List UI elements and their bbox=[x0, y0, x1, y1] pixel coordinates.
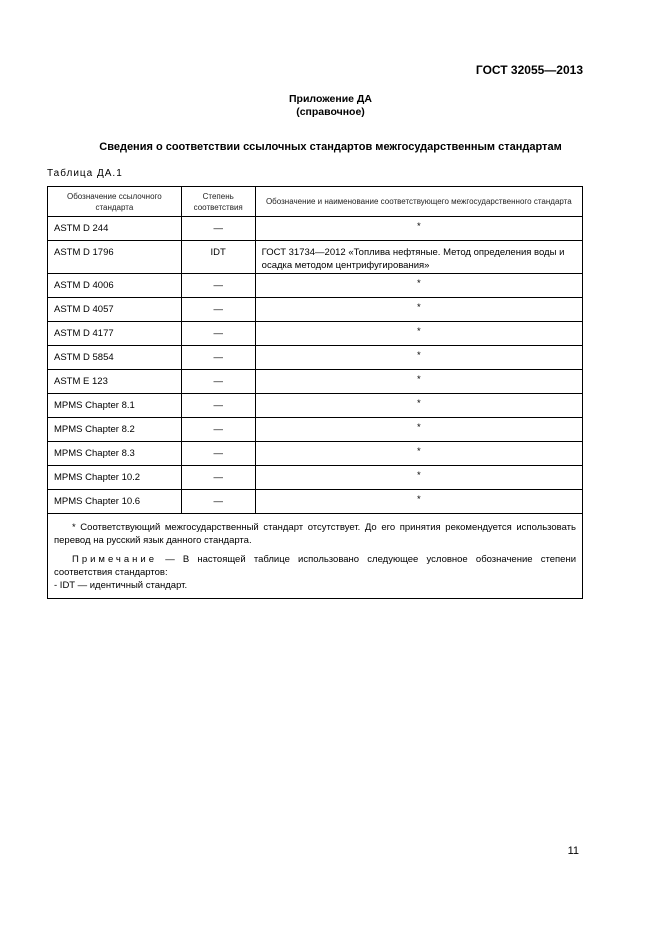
conformity-degree: — bbox=[181, 346, 255, 370]
appendix-subtitle: (справочное) bbox=[296, 106, 365, 118]
column-header-reference: Обозначение ссылочного стандарта bbox=[48, 187, 182, 217]
interstate-standard: * bbox=[255, 217, 582, 241]
table-row bbox=[48, 346, 583, 370]
note-label: Примечание bbox=[72, 554, 157, 565]
reference-standard-code: MPMS Chapter 8.2 bbox=[48, 418, 182, 442]
table-row bbox=[48, 217, 583, 241]
notes-row bbox=[48, 514, 583, 599]
appendix-title: Приложение ДА bbox=[289, 93, 372, 105]
appendix-heading bbox=[0, 93, 661, 119]
reference-standard-code: ASTM D 4177 bbox=[48, 322, 182, 346]
interstate-standard: * bbox=[255, 346, 582, 370]
column-header-degree: Степень соответствия bbox=[181, 187, 255, 217]
conformity-degree: — bbox=[181, 418, 255, 442]
section-heading: Сведения о соответствии ссылочных стандартов межгосударственным стандартам bbox=[99, 141, 562, 153]
table-caption: Таблица ДА.1 bbox=[47, 168, 123, 179]
table-row bbox=[48, 322, 583, 346]
reference-standard-code: MPMS Chapter 8.3 bbox=[48, 442, 182, 466]
interstate-standard: * bbox=[255, 370, 582, 394]
table-row bbox=[48, 442, 583, 466]
conformity-degree: — bbox=[181, 442, 255, 466]
standard-number: ГОСТ 32055—2013 bbox=[475, 63, 583, 77]
conformity-degree: — bbox=[181, 217, 255, 241]
note-item: - IDT — идентичный стандарт. bbox=[54, 580, 188, 591]
reference-standard-code: MPMS Chapter 10.6 bbox=[48, 490, 182, 514]
table-note bbox=[54, 553, 576, 579]
conformity-degree: — bbox=[181, 490, 255, 514]
interstate-standard: * bbox=[255, 394, 582, 418]
table-row bbox=[48, 370, 583, 394]
reference-standard-code: ASTM D 1796 bbox=[48, 241, 182, 274]
reference-standard-code: ASTM D 4006 bbox=[48, 274, 182, 298]
table-row bbox=[48, 418, 583, 442]
table-row bbox=[48, 298, 583, 322]
interstate-standard: * bbox=[255, 466, 582, 490]
reference-standard-code: ASTM D 4057 bbox=[48, 298, 182, 322]
table-row bbox=[48, 490, 583, 514]
reference-standard-code: ASTM D 5854 bbox=[48, 346, 182, 370]
table-header-row bbox=[48, 187, 583, 217]
conformity-degree: — bbox=[181, 370, 255, 394]
table-row bbox=[48, 466, 583, 490]
column-header-interstate: Обозначение и наименование соответствующего межгосударственного стандарта bbox=[255, 187, 582, 217]
conformity-degree: IDT bbox=[181, 241, 255, 274]
table-footnote: * Соответствующий межгосударственный стандарт отсутствует. До его принятия рекомендуется использовать перевод на русский язык данного стандарта. bbox=[54, 522, 576, 546]
conformity-degree: — bbox=[181, 322, 255, 346]
interstate-standard: * bbox=[255, 418, 582, 442]
conformity-degree: — bbox=[181, 466, 255, 490]
note-text: — В настоящей таблице использовано следующее условное обозначение степени соответствия стандартов: bbox=[54, 554, 576, 578]
interstate-standard: * bbox=[255, 322, 582, 346]
interstate-standard: * bbox=[255, 490, 582, 514]
table-row bbox=[48, 394, 583, 418]
interstate-standard: ГОСТ 31734—2012 «Топлива нефтяные. Метод определения воды и осадка методом центрифугирования» bbox=[255, 241, 582, 274]
conformity-degree: — bbox=[181, 394, 255, 418]
table-row bbox=[48, 241, 583, 274]
interstate-standard: * bbox=[255, 274, 582, 298]
reference-standard-code: MPMS Chapter 8.1 bbox=[48, 394, 182, 418]
reference-standard-code: ASTM E 123 bbox=[48, 370, 182, 394]
conformity-degree: — bbox=[181, 298, 255, 322]
interstate-standard: * bbox=[255, 298, 582, 322]
table-row bbox=[48, 274, 583, 298]
interstate-standard: * bbox=[255, 442, 582, 466]
conformity-degree: — bbox=[181, 274, 255, 298]
reference-standard-code: MPMS Chapter 10.2 bbox=[48, 466, 182, 490]
notes-cell bbox=[48, 514, 583, 599]
page-number: 11 bbox=[567, 845, 579, 857]
reference-standard-code: ASTM D 244 bbox=[48, 217, 182, 241]
reference-standards-table bbox=[47, 186, 583, 599]
